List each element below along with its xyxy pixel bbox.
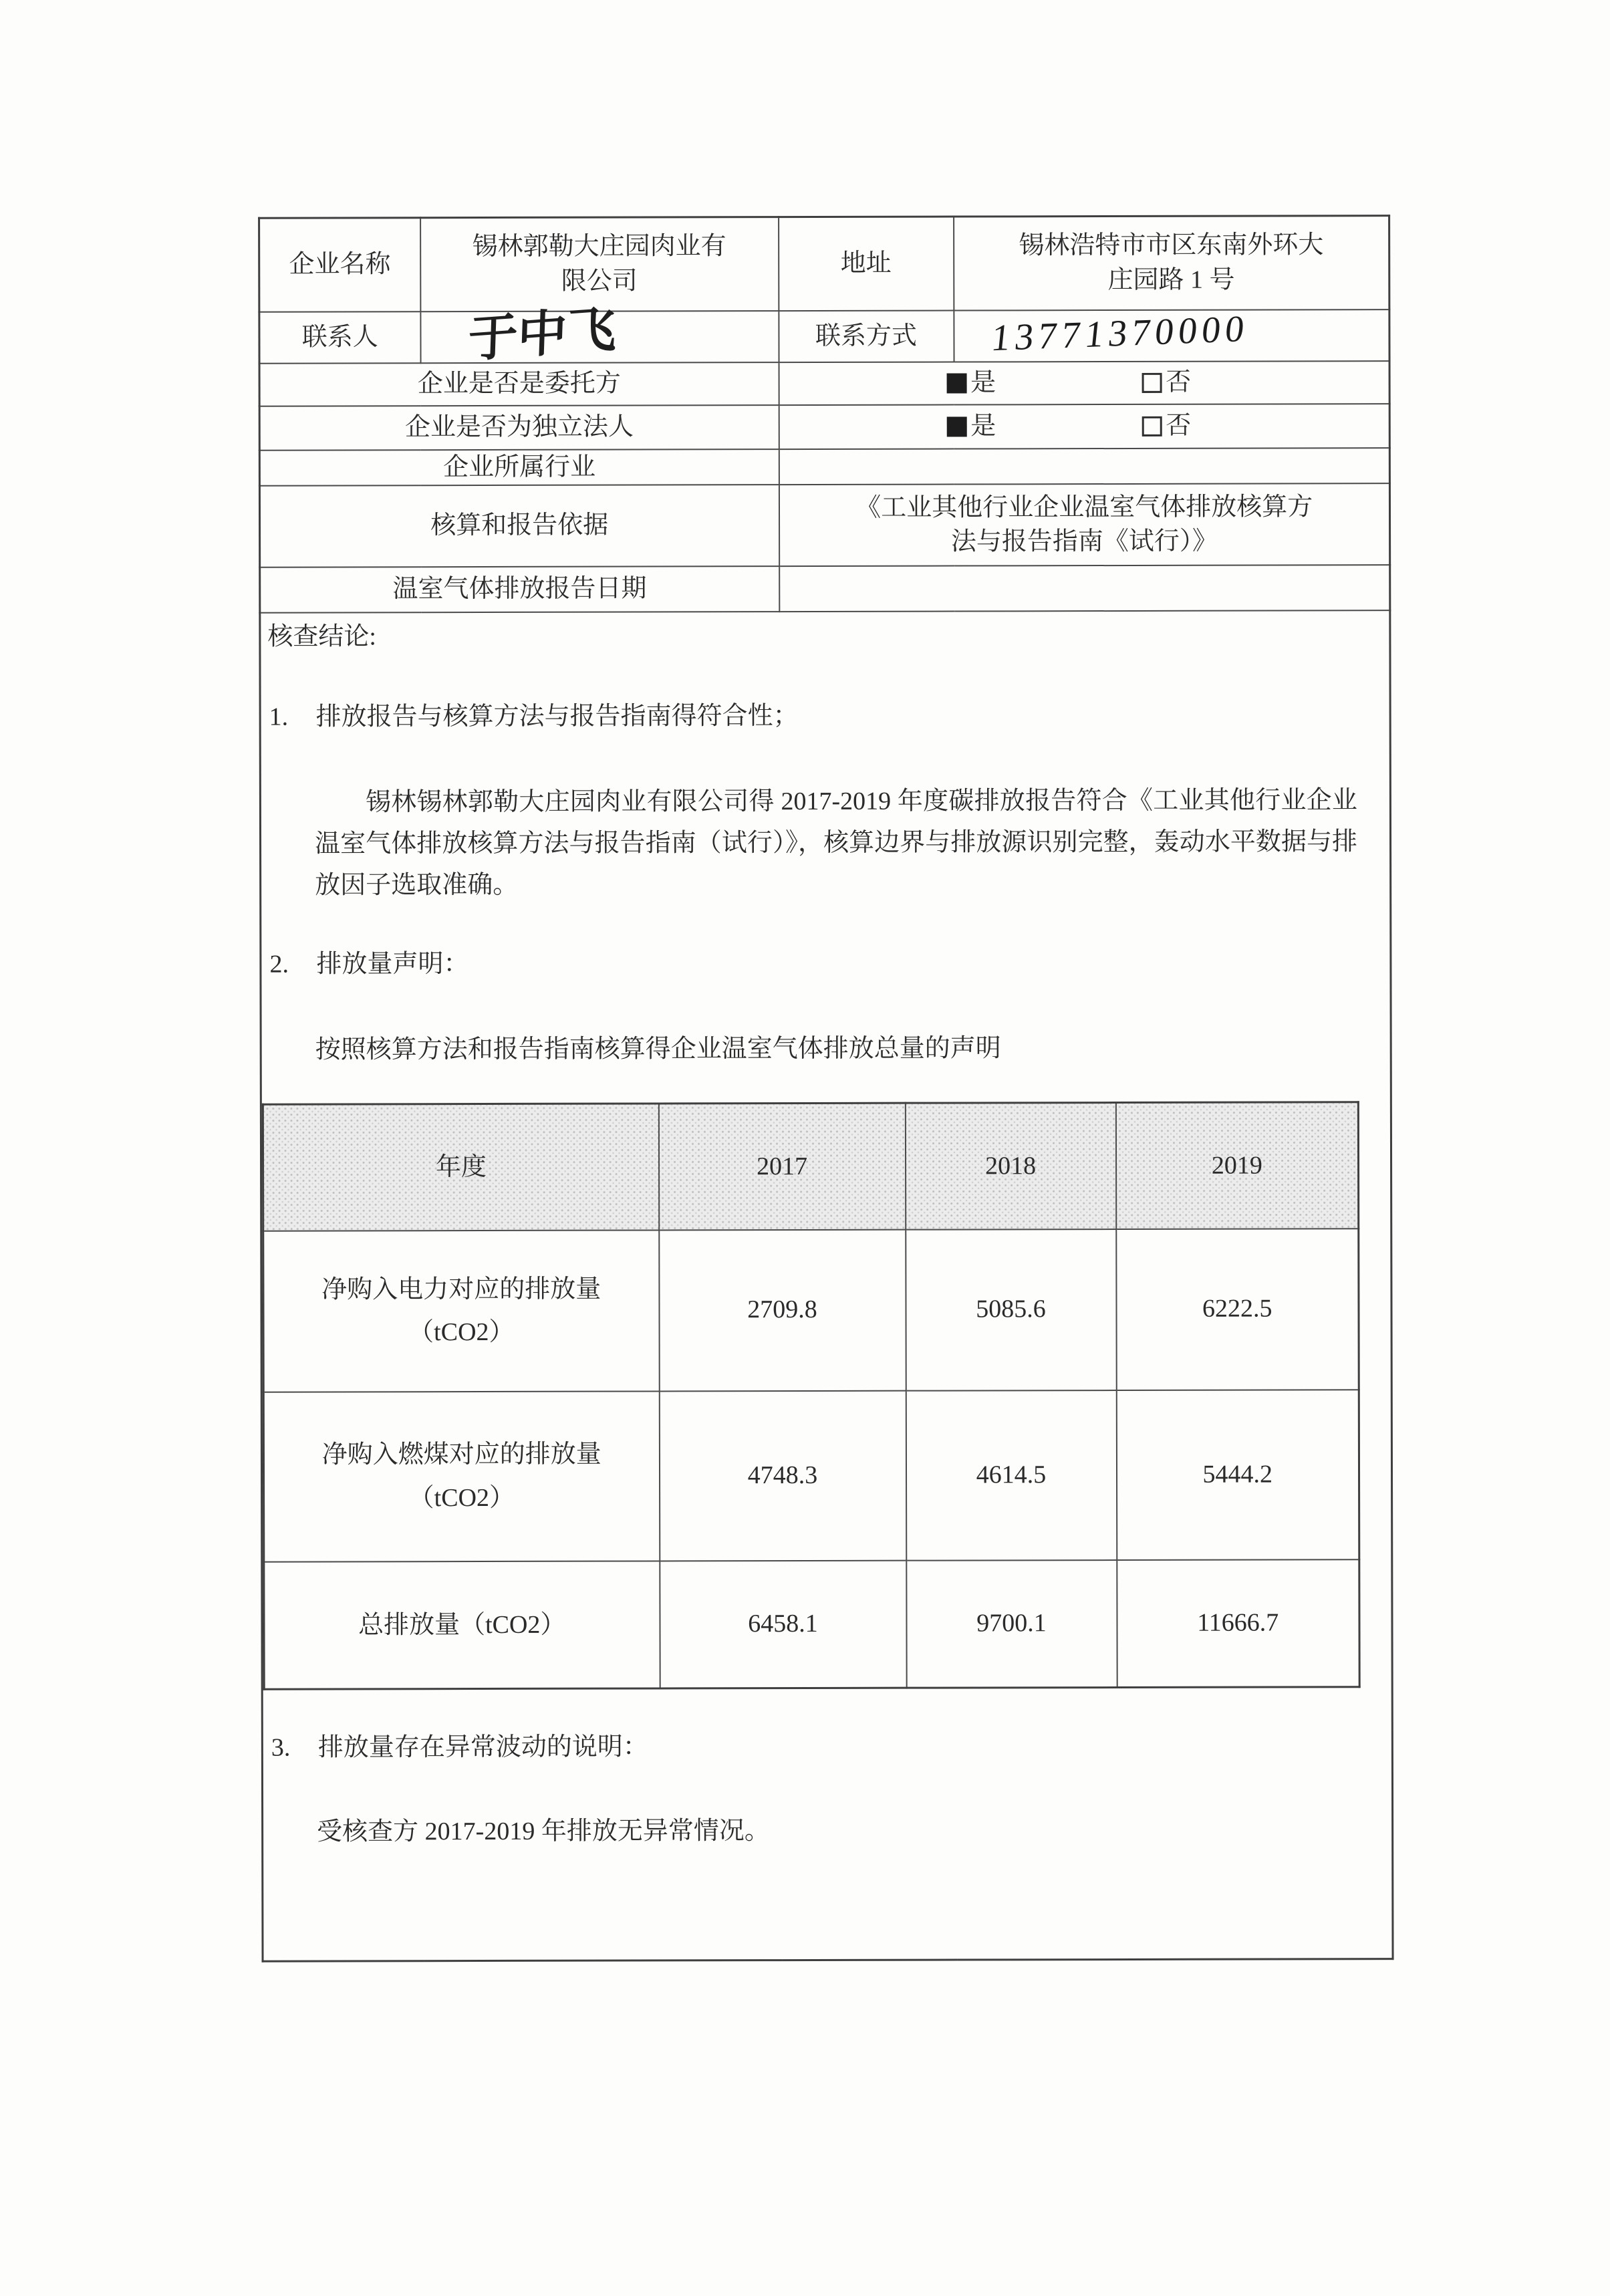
conclusion-paragraph-2: 按照核算方法和报告指南核算得企业温室气体排放总量的声明 [315, 1034, 1001, 1064]
emissions-table [262, 1101, 1361, 1690]
emissions-header-2019: 2019 [1115, 1102, 1358, 1229]
is-client-label-cell [259, 362, 779, 406]
basis-value-cell [779, 483, 1389, 566]
table-row [263, 1390, 1359, 1561]
no-label: 否 [1166, 411, 1192, 440]
basis-label-cell [259, 485, 779, 567]
company-name-label: 企业名称 [289, 250, 391, 279]
item-number: 3. [271, 1733, 291, 1762]
basis-label: 核算和报告依据 [430, 511, 609, 540]
row-label: 总排放量（tCO2） [358, 1610, 566, 1639]
value-cell: 9700.1 [906, 1560, 1117, 1688]
row-label-cell [263, 1391, 660, 1561]
yes-label: 是 [970, 412, 996, 440]
row-label-cell [263, 1230, 660, 1392]
contact-handwritten-signature: 于中飞 [466, 301, 617, 368]
contact-handwritten-phone: 13771370000 [988, 307, 1251, 360]
contact-method-label: 联系方式 [815, 322, 917, 350]
report-date-label: 温室气体排放报告日期 [392, 574, 647, 604]
table-row [263, 1229, 1359, 1392]
industry-label-cell [259, 449, 779, 486]
value-cell: 5085.6 [906, 1229, 1117, 1391]
contact-label-cell [259, 311, 420, 364]
table-row [260, 610, 1393, 1961]
is-client-choice-cell [779, 361, 1389, 405]
value-cell: 11666.7 [1117, 1559, 1359, 1688]
conclusion-paragraph-3: 受核查方 2017-2019 年排放无异常情况。 [317, 1817, 770, 1846]
company-info-table [258, 215, 1393, 1962]
address-value-cell [954, 216, 1389, 310]
yes-label: 是 [970, 368, 996, 397]
conclusion-item-1 [269, 699, 799, 735]
industry-label: 企业所属行业 [443, 453, 596, 481]
row-label: 净购入电力对应的排放量（tCO2） [321, 1275, 601, 1347]
is-client-yes-choice [946, 366, 996, 400]
contact-phone-cell [954, 309, 1389, 362]
table-row [260, 565, 1390, 613]
emissions-header-2017: 2017 [658, 1103, 905, 1230]
is-client-no-choice [1142, 366, 1191, 400]
item-number: 1. [269, 703, 289, 731]
company-name-value-cell [420, 217, 779, 311]
item-title: 排放量存在异常波动的说明： [317, 1733, 648, 1762]
checkbox-checked-icon [946, 416, 966, 436]
checkbox-unchecked-icon [1142, 373, 1162, 393]
value-cell: 5444.2 [1116, 1390, 1359, 1560]
value-cell: 6222.5 [1116, 1229, 1359, 1390]
conclusion-item-2 [269, 947, 468, 982]
item-title: 排放量声明： [316, 950, 469, 979]
address-label: 地址 [840, 249, 892, 277]
value-cell: 4748.3 [659, 1390, 906, 1561]
table-row [264, 1559, 1359, 1689]
no-label: 否 [1166, 368, 1192, 397]
checkbox-checked-icon [946, 373, 966, 393]
row-label: 净购入燃煤对应的排放量（tCO2） [321, 1440, 601, 1512]
emissions-header-2018: 2018 [905, 1103, 1115, 1230]
industry-value [779, 466, 1388, 467]
report-date-value [780, 588, 1389, 589]
company-name-value: 锡林郭勒大庄园肉业有限公司 [472, 232, 726, 295]
table-row [259, 404, 1389, 451]
conclusion-item-3 [271, 1731, 648, 1765]
conclusion-cell [260, 610, 1393, 1961]
table-row [259, 483, 1389, 567]
company-name-label-cell [259, 218, 420, 312]
conclusion-heading: 核查结论: [267, 622, 377, 651]
item-number: 2. [269, 950, 289, 979]
value-cell: 4614.5 [906, 1390, 1117, 1561]
report-date-value-cell [779, 565, 1390, 612]
is-independent-no-choice [1142, 409, 1191, 443]
is-independent-yes-choice [946, 410, 996, 444]
emissions-header-year: 年度 [263, 1104, 658, 1231]
value-cell: 2709.8 [659, 1229, 906, 1391]
report-date-label-cell [260, 566, 779, 613]
is-independent-choice-cell [779, 404, 1389, 449]
is-independent-label-cell [259, 405, 779, 451]
table-row [259, 309, 1389, 364]
address-value: 锡林浩特市市区东南外环大庄园路 1 号 [1019, 231, 1324, 294]
conclusion-paragraph-1: 锡林锡林郭勒大庄园肉业有限公司得 2017-2019 年度碳排放报告符合《工业其他行业企业温室气体排放核算方法与报告指南（试行）》，核算边界与排放源识别完整，轰动水平数据与排放因子选取准确。 [315, 786, 1358, 900]
table-row [259, 448, 1389, 486]
emissions-header-row [263, 1102, 1358, 1231]
checkbox-unchecked-icon [1142, 416, 1162, 436]
is-client-label: 企业是否是委托方 [417, 369, 621, 398]
row-label-cell [264, 1561, 660, 1689]
value-cell: 6458.1 [660, 1560, 906, 1688]
item-title: 排放报告与核算方法与报告指南得符合性； [315, 702, 799, 731]
industry-value-cell [779, 448, 1389, 485]
table-row [259, 216, 1389, 312]
address-label-cell [779, 217, 954, 311]
contact-label: 联系人 [301, 322, 378, 352]
is-independent-label: 企业是否为独立法人 [404, 412, 634, 442]
basis-value: 《工业其他行业企业温室气体排放核算方法与报告指南《试行）》 [855, 493, 1313, 556]
contact-signature-cell [420, 301, 779, 368]
contact-method-label-cell [779, 310, 954, 362]
